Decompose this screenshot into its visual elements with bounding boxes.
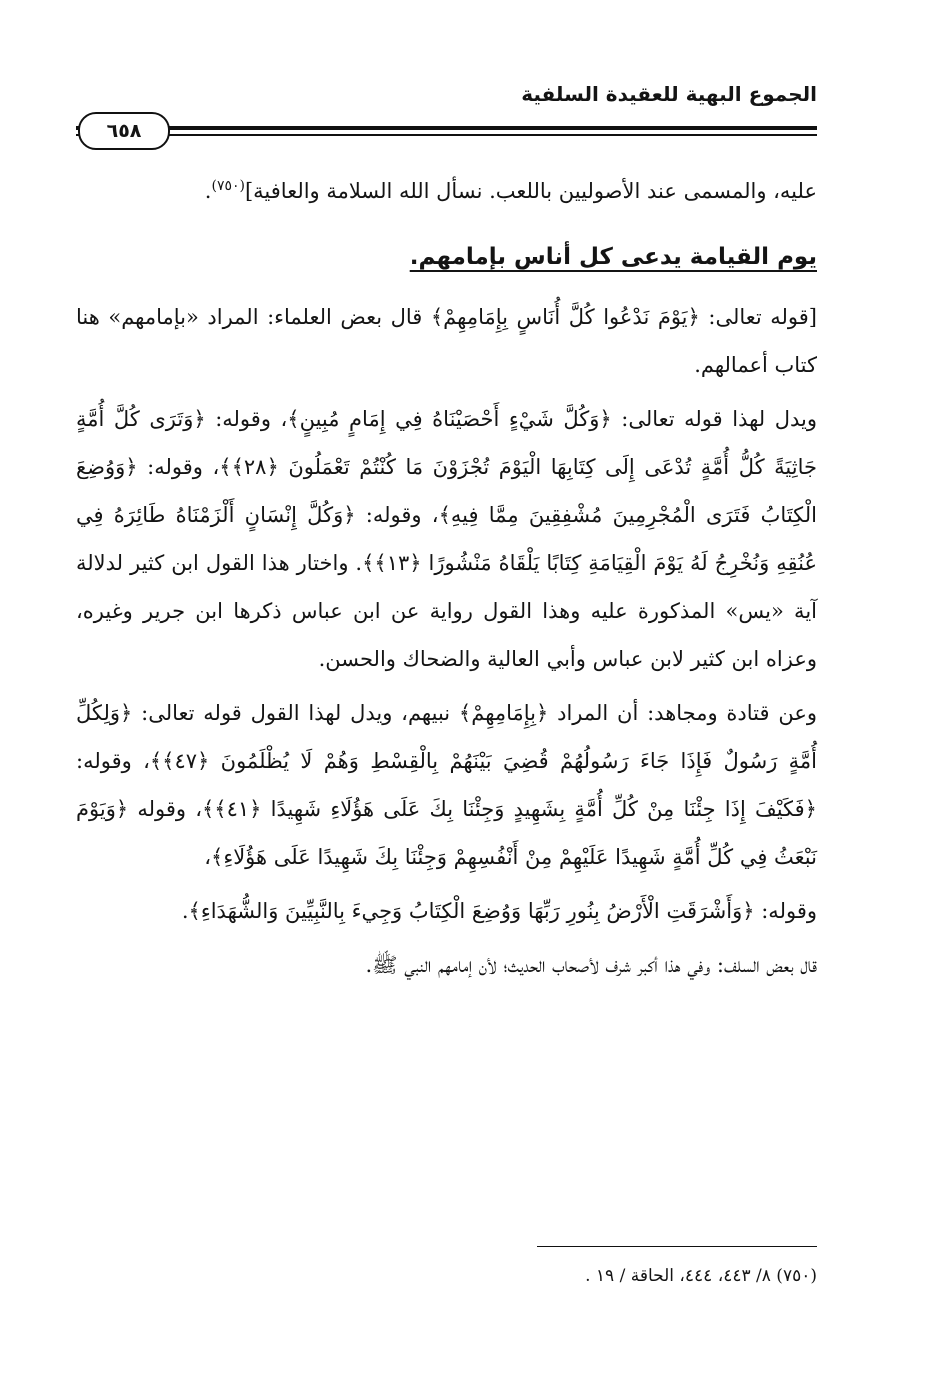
paragraph-3: ويدل لهذا قوله تعالى: ﴿وَكُلَّ شَيْءٍ أَحْصَيْنَاهُ فِي إِمَامٍ مُبِينٍ﴾، وقوله: ﴿وَتَرَى كُلَّ أُمَّةٍ جَاثِيَةً كُلُّ أُمَّةٍ تُدْعَى إِلَى كِتَابِهَا الْيَوْمَ تُجْزَوْنَ مَا كُنْتُمْ تَعْمَلُونَ ﴿٢٨﴾﴾، وقوله: ﴿وَوُضِعَ الْكِتَابُ فَتَرَى الْمُجْرِمِينَ مُشْفِقِينَ مِمَّا فِيهِ﴾، وقوله: ﴿وَكُلَّ إِنْسَانٍ أَلْزَمْنَاهُ طَائِرَهُ فِي عُنُقِهِ وَنُخْرِجُ لَهُ يَوْمَ الْقِيَامَةِ كِتَابًا يَلْقَاهُ مَنْشُورًا ﴿١٣﴾﴾. واختار هذا القول ابن كثير لدلالة آية «يس» المذكورة عليه وهذا القول رواية عن ابن عباس ذكرها ابن جرير وغيره، وعزاه ابن كثير لابن عباس وأبي العالية والضحاك والحسن. [76,407,817,671]
footnote: (٧٥٠) ٨/ ٤٤٣، ٤٤٤، الحاقة / ١٩ . [585,1266,817,1286]
paragraph-2: [قوله تعالى: ﴿يَوْمَ نَدْعُوا كُلَّ أُنَاسٍ بِإِمَامِهِمْ﴾ قال بعض العلماء: المراد «بإمامهم» هنا كتاب أعمالهم. [76,305,817,377]
paragraph-1-end: . [204,179,212,203]
paragraph-6: قال بعض السلف: وفي هذا أكبر شرف لأصحاب الحديث؛ لأن إمامهم النبي ﷺ. [365,953,817,977]
footnote-ref: (٧٥٠) [211,178,245,194]
paragraph-1 [76,162,817,215]
book-title: الجموع البهية للعقيدة السلفية [521,82,817,106]
header-rule-thick [76,126,817,130]
footnote-separator [537,1246,817,1247]
page-number: ٦٥٨ [78,112,170,150]
page-header [76,82,817,144]
header-rule-thin [76,134,817,136]
section-heading: يوم القيامة يدعى كل أناس بإمامهم. [409,244,817,270]
paragraph-4: وعن قتادة ومجاهد: أن المراد ﴿بِإِمَامِهِمْ﴾ نبيهم، ويدل لهذا القول قوله تعالى: ﴿وَلِكُلِّ أُمَّةٍ رَسُولٌ فَإِذَا جَاءَ رَسُولُهُمْ قُضِيَ بَيْنَهُمْ بِالْقِسْطِ وَهُمْ لَا يُظْلَمُونَ ﴿٤٧﴾﴾، وقوله: ﴿فَكَيْفَ إِذَا جِئْنَا مِنْ كُلِّ أُمَّةٍ بِشَهِيدٍ وَجِئْنَا بِكَ عَلَى هَؤُلَاءِ شَهِيدًا ﴿٤١﴾﴾، وقوله ﴿وَيَوْمَ نَبْعَثُ فِي كُلِّ أُمَّةٍ شَهِيدًا عَلَيْهِمْ مِنْ أَنْفُسِهِمْ وَجِئْنَا بِكَ شَهِيدًا عَلَى هَؤُلَاءِ﴾، [76,701,817,869]
page-body [76,162,817,989]
paragraph-1-text: عليه، والمسمى عند الأصوليين باللعب. نسأل الله السلامة والعافية] [244,179,817,203]
paragraph-5: وقوله: ﴿وَأَشْرَقَتِ الْأَرْضُ بِنُورِ رَبِّهَا وَوُضِعَ الْكِتَابُ وَجِيءَ بِالنَّبِيِّينَ وَالشُّهَدَاءِ﴾. [181,899,817,923]
